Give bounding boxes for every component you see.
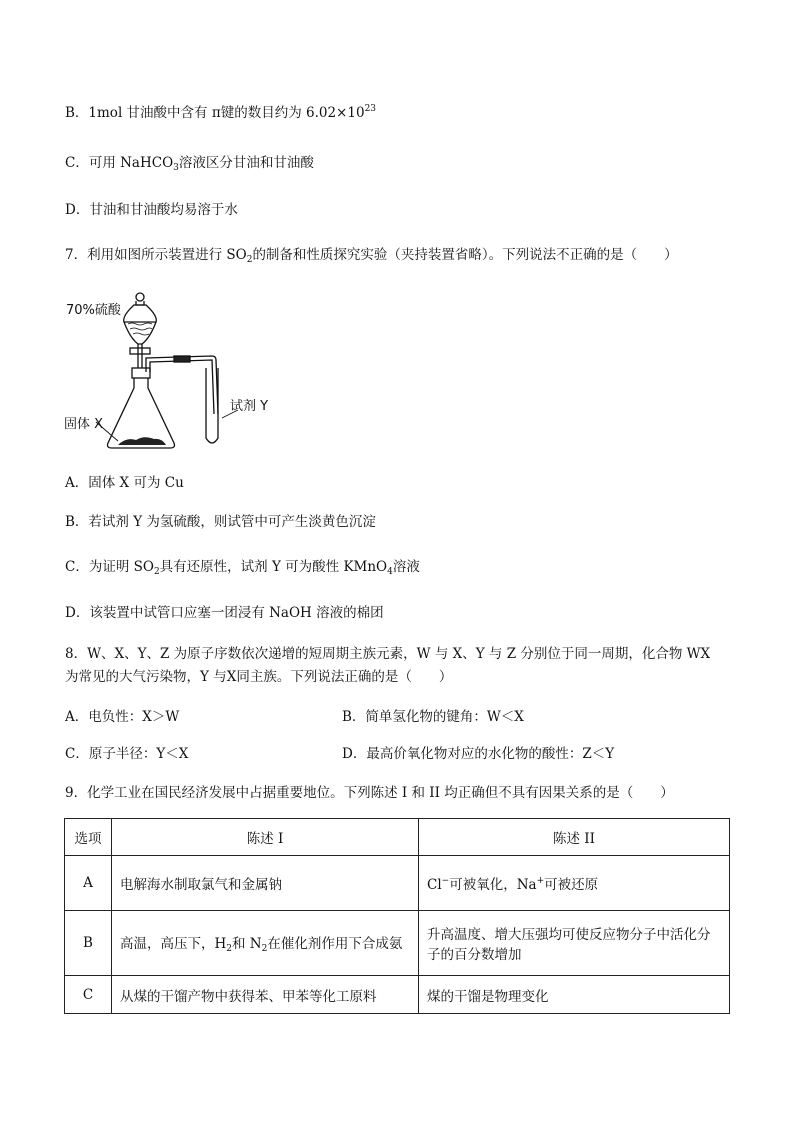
q8-stem-line-1: 8．W、X、Y、Z 为原子序数依次递增的短周期主族元素，W 与 X、Y 与 Z 分别位于同一周期，化合物 WX (65, 646, 711, 662)
solid-x-pile (118, 437, 166, 445)
q9-stem: 9．化学工业在国民经济发展中占据重要地位。下列陈述 I 和 II 均正确但不具有因果关系的是（ ） (65, 785, 674, 801)
row-b-s1-mid: 和 N (232, 936, 262, 952)
row-b-statement-1 (112, 911, 419, 976)
q6-option-c-subscript: 3 (173, 163, 179, 173)
row-a-s2-cl: Cl (427, 877, 442, 893)
row-a-s2-mid: 可被氧化，Na (449, 877, 537, 893)
q7-option-a: A．固体 X 可为 Cu (65, 475, 184, 491)
row-b-s2-line-1: 升高温度、增大压强均可使反应物分子中活化分 (427, 927, 711, 943)
q6-option-d: D．甘油和甘油酸均易溶于水 (65, 202, 238, 218)
q7-option-c-subscript: 2 (153, 567, 160, 577)
row-a-statement-2 (419, 856, 730, 911)
q8-option-b: B．简单氢化物的键角：W＜X (342, 709, 524, 725)
row-b-s1-sub-1: 2 (226, 944, 233, 954)
q8-stem-line-2: 为常见的大气污染物，Y 与X同主族。下列说法正确的是（ ） (65, 669, 453, 685)
row-c-statement-2: 煤的干馏是物理变化 (419, 976, 730, 1014)
header-statement-1: 陈述 I (112, 819, 419, 856)
q6-option-c (65, 154, 314, 177)
label-reagent-y: 试剂 Y (230, 399, 269, 414)
header-option: 选项 (65, 819, 112, 856)
conical-flask (108, 378, 175, 448)
rubber-stopper (132, 368, 150, 378)
row-b-statement-2 (419, 911, 730, 976)
table-row (65, 976, 730, 1014)
q7-option-b: B．若试剂 Y 为氢硫酸，则试管中可产生淡黄色沉淀 (65, 514, 376, 530)
q7-option-c-text-end: 溶液 (392, 559, 420, 575)
q7-option-d: D．该装置中试管口应塞一团浸有 NaOH 溶液的棉团 (65, 605, 384, 621)
header-statement-2: 陈述 II (419, 819, 730, 856)
q6-option-c-text: C．可用 NaHCO (65, 155, 174, 171)
row-c-statement-1: 从煤的干馏产物中获得苯、甲苯等化工原料 (112, 976, 419, 1014)
q7-option-c-subscript-2: 4 (387, 567, 393, 577)
q7-stem-subscript: 2 (246, 255, 253, 265)
q6-option-c-text-end: 溶液区分甘油和甘油酸 (178, 155, 314, 171)
row-b-s1-text: 高温，高压下，H (120, 936, 227, 952)
table-row (65, 911, 730, 976)
q7-option-c-text-mid: 具有还原性，试剂 Y 可为酸性 KMnO (159, 559, 388, 575)
row-b-option: B (65, 911, 112, 976)
table-row (65, 856, 730, 911)
q6-option-b (65, 100, 376, 122)
row-a-s2-na-charge: + (536, 876, 545, 886)
row-a-option: A (65, 856, 112, 911)
q8-option-a: A．电负性：X＞W (65, 709, 180, 725)
row-a-statement-1: 电解海水制取氯气和金属钠 (112, 856, 419, 911)
q7-apparatus-figure (62, 288, 282, 458)
row-b-s1-end: 在催化剂作用下合成氨 (267, 936, 403, 952)
label-acid: 70%硫酸 (66, 303, 121, 318)
q7-option-c (65, 558, 420, 581)
q7-stem (65, 246, 678, 269)
q7-stem-text: 7．利用如图所示装置进行 SO (65, 247, 247, 263)
q8-option-c: C．原子半径：Y＜X (65, 746, 189, 762)
acid-liquid (128, 323, 152, 335)
row-b-s1-sub-2: 2 (261, 944, 268, 954)
table-header-row (65, 819, 730, 856)
label-solid-x: 固体 X (64, 417, 104, 432)
row-a-s2-end: 可被还原 (544, 877, 599, 893)
row-b-s2-line-2: 子的百分数增加 (427, 947, 522, 963)
q8-option-d: D．最高价氧化物对应的水化物的酸性：Z＜Y (342, 746, 615, 762)
q6-option-b-text: B．1mol 甘油酸中含有 π键的数目约为 6.02×10 (65, 105, 365, 121)
q6-option-b-exponent: 23 (364, 104, 377, 114)
q7-option-c-text: C．为证明 SO (65, 559, 154, 575)
row-a-s2-cl-charge: − (441, 876, 450, 886)
q7-stem-text-end: 的制备和性质探究实验（夹持装置省略）。下列说法不正确的是（ ） (252, 247, 678, 263)
row-c-option: C (65, 976, 112, 1014)
q9-table (64, 818, 730, 1014)
